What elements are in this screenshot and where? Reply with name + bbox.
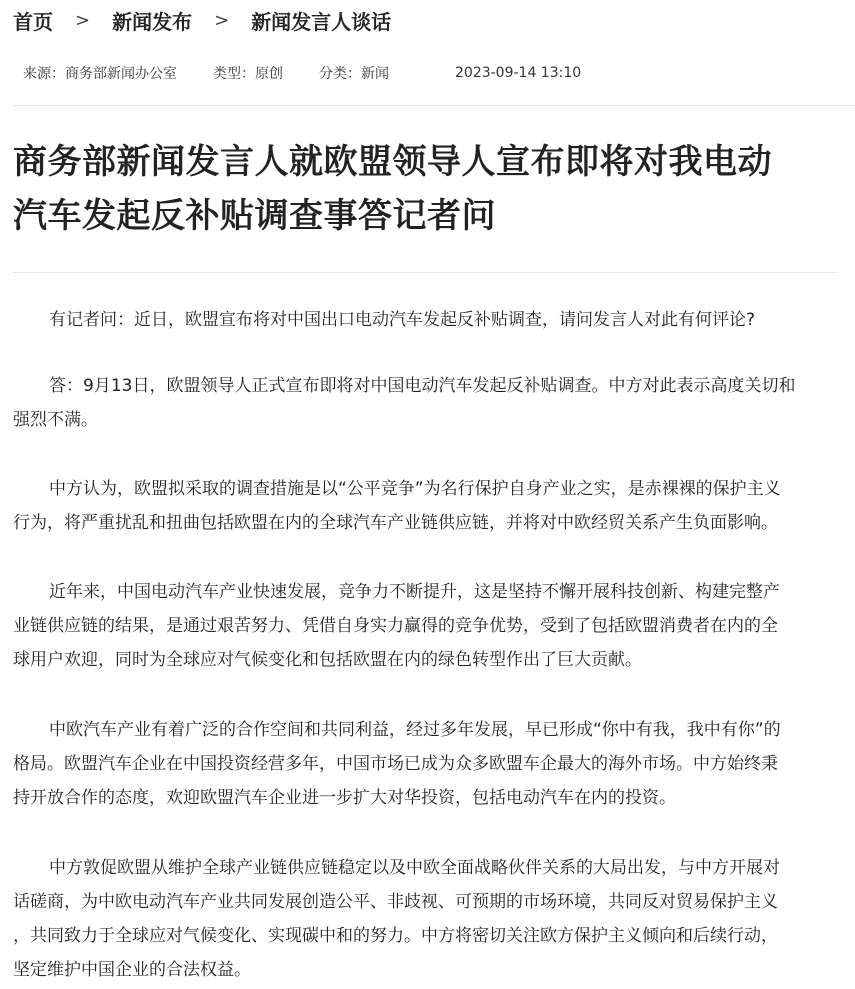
paragraph-line: 坚定维护中国企业的合法权益。 bbox=[13, 960, 251, 980]
breadcrumb-spokesperson-link[interactable]: 新闻发言人谈话 bbox=[251, 9, 392, 34]
meta-datetime: 2023-09-14 13:10 bbox=[455, 65, 582, 81]
article-paragraph-question bbox=[13, 303, 839, 337]
paragraph-line: 行为，将严重扰乱和扭曲包括欧盟在内的全球汽车产业链供应链，并将对中欧经贸关系产生负面影响。 bbox=[13, 513, 778, 533]
article-paragraph bbox=[13, 851, 839, 987]
meta-category: 分类：新闻 bbox=[319, 66, 389, 82]
paragraph-line: 有记者问：近日，欧盟宣布将对中国出口电动汽车发起反补贴调查，请问发言人对此有何评论? bbox=[49, 310, 756, 330]
breadcrumb-news-release-link[interactable]: 新闻发布 bbox=[112, 9, 193, 34]
article-paragraph bbox=[13, 575, 839, 677]
paragraph-line: 中方认为，欧盟拟采取的调查措施是以“公平竞争”为名行保护自身产业之实，是赤裸裸的保护主义 bbox=[49, 479, 781, 499]
article-meta bbox=[23, 62, 581, 84]
title-divider bbox=[13, 272, 837, 273]
breadcrumb bbox=[13, 5, 391, 35]
paragraph-line: 球用户欢迎，同时为全球应对气候变化和包括欧盟在内的绿色转型作出了巨大贡献。 bbox=[13, 650, 642, 670]
article-paragraph bbox=[13, 472, 839, 540]
breadcrumb-home-link[interactable]: 首页 bbox=[13, 9, 53, 34]
breadcrumb-separator: > bbox=[75, 9, 91, 31]
paragraph-line: 格局。欧盟汽车企业在中国投资经营多年，中国市场已成为众多欧盟车企最大的海外市场。中方始终秉 bbox=[13, 754, 778, 774]
paragraph-line: 中欧汽车产业有着广泛的合作空间和共同利益，经过多年发展，早已形成“你中有我，我中有你”的 bbox=[49, 720, 781, 740]
article-paragraph-answer bbox=[13, 369, 839, 437]
paragraph-line: 答：9月13日，欧盟领导人正式宣布即将对中国电动汽车发起反补贴调查。中方对此表示高度关切和 bbox=[49, 376, 796, 396]
paragraph-line: 中方敦促欧盟从维护全球产业链供应链稳定以及中欧全面战略伙伴关系的大局出发，与中方开展对 bbox=[49, 858, 780, 878]
paragraph-line: 业链供应链的结果，是通过艰苦努力、凭借自身实力赢得的竞争优势，受到了包括欧盟消费者在内的全 bbox=[13, 616, 778, 636]
paragraph-line: 近年来，中国电动汽车产业快速发展，竞争力不断提升，这是坚持不懈开展科技创新、构建完整产 bbox=[49, 582, 780, 602]
paragraph-line: 话磋商，为中欧电动汽车产业共同发展创造公平、非歧视、可预期的市场环境，共同反对贸易保护主义 bbox=[13, 892, 778, 912]
article-title bbox=[13, 135, 839, 243]
article-title-line: 汽车发起反补贴调查事答记者问 bbox=[13, 196, 496, 236]
header-divider bbox=[13, 105, 855, 106]
article-title-line: 商务部新闻发言人就欧盟领导人宣布即将对我电动 bbox=[13, 142, 772, 182]
breadcrumb-separator: > bbox=[214, 9, 230, 31]
meta-type: 类型：原创 bbox=[213, 66, 283, 82]
article-paragraph bbox=[13, 713, 839, 815]
paragraph-line: 强烈不满。 bbox=[13, 410, 98, 430]
meta-source: 来源：商务部新闻办公室 bbox=[23, 66, 177, 82]
paragraph-line: ，共同致力于全球应对气候变化、实现碳中和的努力。中方将密切关注欧方保护主义倾向和后续行动， bbox=[13, 926, 778, 946]
paragraph-line: 持开放合作的态度，欢迎欧盟汽车企业进一步扩大对华投资，包括电动汽车在内的投资。 bbox=[13, 788, 676, 808]
